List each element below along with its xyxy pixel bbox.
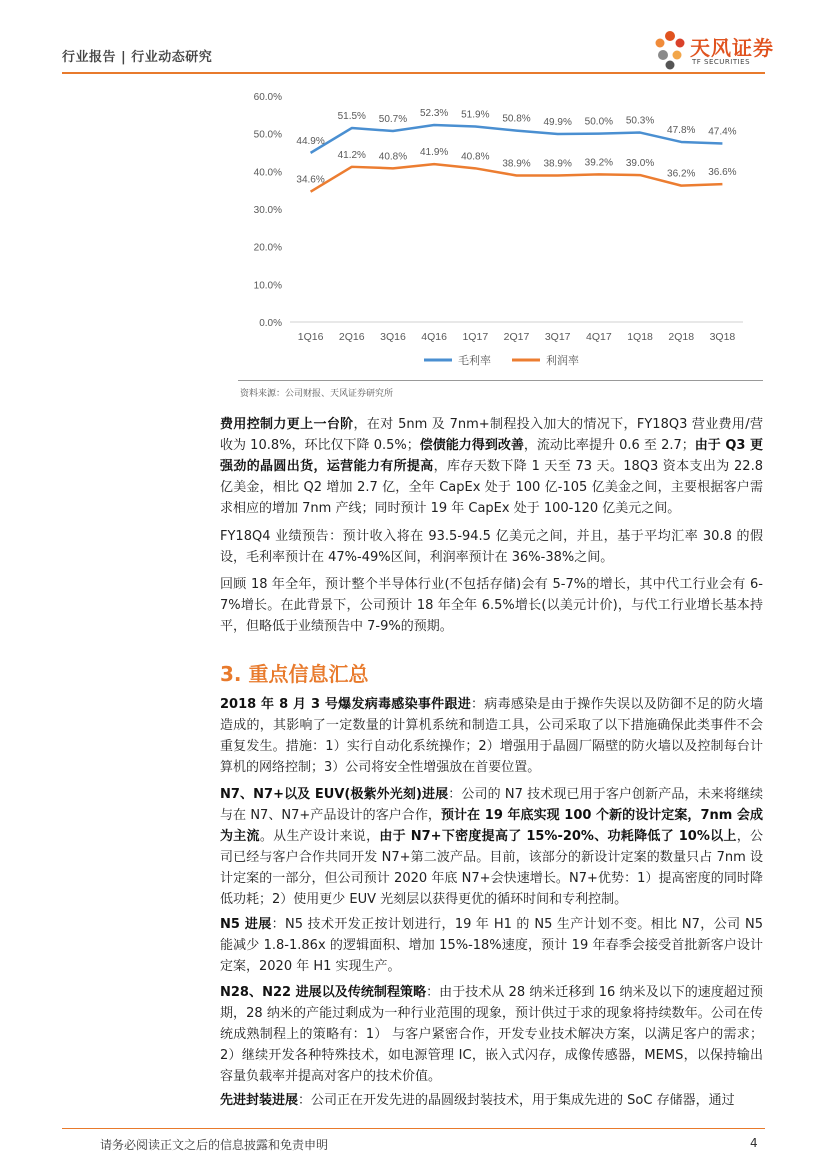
legend-label: 毛利率 — [458, 354, 491, 367]
company-logo — [650, 28, 780, 76]
section-title: 3. 重点信息汇总 — [220, 662, 369, 686]
bold-text: 由于 Q3 更强劲的晶圆出货，运营能力有所提高 — [220, 438, 763, 474]
x-tick-label: 3Q18 — [709, 331, 736, 343]
margin-line-chart — [238, 80, 763, 376]
paragraph-n5-progress — [220, 914, 763, 977]
footer-disclaimer: 请务必阅读正文之后的信息披露和免责申明 — [100, 1138, 329, 1152]
bold-text: 偿债能力得到改善 — [419, 438, 524, 453]
page-number: 4 — [750, 1136, 758, 1150]
x-tick-label: 3Q16 — [380, 331, 406, 343]
body-text: ：病毒感染是由于操作失误以及防御不足的防火墙造成的，其影响了一定数量的计算机系统和制造工具，公司采取了以下措施确保此类事件不会重复发生。措施：1）实行自动化系统操作；2）增强用于晶圆厂隔壁的防火墙以及控制每台计算机的网络控制；3）公司将安全性增强放在首要位置。 — [220, 697, 763, 775]
data-label: 51.5% — [337, 111, 366, 123]
logo-flower-icon — [650, 28, 690, 72]
x-tick-label: 1Q17 — [462, 331, 489, 343]
data-label: 39.0% — [625, 158, 655, 170]
x-tick-label: 2Q17 — [503, 331, 530, 343]
legend-label: 利润率 — [546, 354, 579, 367]
paragraph-q4-guidance: FY18Q4 业绩预告：预计收入将在 93.5-94.5 亿美元之间，并且，基于平均汇率 30.8 的假设，毛利率预计在 47%-49%区间，利润率预计在 36%-38%之间。 — [220, 529, 763, 565]
data-label: 49.9% — [543, 117, 572, 129]
y-tick-label: 0.0% — [259, 318, 282, 329]
x-tick-label: 1Q16 — [297, 331, 324, 343]
body-text: ：由于技术从 28 纳米迁移到 16 纳米及以下的速度超过预期，28 纳米的产能过剩成为一种行业范围的现象，预计供过于求的现象将持续数年。公司在传统成熟制程上的策略有：1） 与客户紧密合作，开发专业技术解决方案，以满足客户的需求；2）继续开发各种特殊技术，如电源管理 IC，嵌入式闪存，成像传感器，MEMS，以保持输出容量负载率并提高对客户的技术价值。 — [220, 985, 763, 1084]
series-line-gross-margin — [311, 125, 723, 153]
logo-subtitle: TF SECURITIES — [692, 58, 751, 66]
data-label: 41.2% — [337, 149, 366, 161]
body-text: ，流动比率提升 0.6 至 2.7； — [523, 438, 695, 453]
data-label: 47.8% — [667, 124, 696, 136]
data-label: 44.9% — [296, 135, 325, 147]
report-category: 行业报告 | 行业动态研究 — [62, 50, 213, 65]
body-text: ：公司正在开发先进的晶圆级封装技术，用于集成先进的 SoC 存储器，通过 — [298, 1093, 735, 1108]
logo-name: 天风证券 — [690, 36, 774, 60]
data-label: 38.9% — [502, 158, 531, 170]
data-label: 40.8% — [378, 151, 408, 163]
paragraph-n28-strategy — [220, 982, 763, 1087]
body-text: 。从生产设计来说， — [259, 829, 380, 844]
x-tick-label: 2Q16 — [338, 331, 365, 343]
paragraph-packaging — [220, 1090, 763, 1111]
body-text: ，库存天数下降 1 天至 73 天。18Q3 资本支出为 22.8 亿美金，相比 Q2 增加 2.7 亿，全年 CapEx 处于 100 亿-105 亿美金之间，主要根据客户需求相应的增加 7nm 产线；同时预计 19 年 CapEx 处于 100-120 亿美元之间。 — [220, 459, 763, 516]
data-label: 40.8% — [461, 151, 490, 163]
body-text: ：公司的 N7 技术现已用于客户创新产品，未来将继续与在 N7、N7+产品设计的客户合作， — [220, 787, 763, 823]
bold-text: 预计在 19 年底实现 100 个新的设计定案，7nm 会成为主流 — [220, 808, 763, 844]
data-label: 34.6% — [296, 174, 325, 186]
y-tick-label: 40.0% — [253, 167, 282, 179]
data-label: 52.3% — [419, 108, 449, 120]
footer-divider — [62, 1128, 765, 1129]
body-text: ，在对 5nm 及 7nm+制程投入加大的情况下，FY18Q3 营业费用/营收为 10.8%，环比仅下降 0.5%； — [220, 417, 763, 453]
bold-text: 由于 N7+下密度提高了 15%-20%、功耗降低了 10%以上 — [379, 829, 737, 844]
bold-text: 费用控制力更上一台阶 — [220, 417, 354, 432]
x-tick-label: 1Q18 — [627, 331, 653, 343]
data-label: 51.9% — [461, 109, 490, 121]
x-tick-label: 2Q18 — [668, 331, 695, 343]
y-tick-label: 30.0% — [253, 205, 282, 216]
data-label: 41.9% — [419, 147, 449, 159]
chart-source: 资料来源：公司财报、天风证券研究所 — [240, 389, 394, 399]
bold-text: 2018 年 8 月 3 号爆发病毒感染事件跟进 — [220, 697, 472, 712]
body-text: ，公司已经与客户合作共同开发 N7+第二波产品。目前，该部分的新设计定案的数量只占 7nm 设计定案的一部分，但公司预计 2020 年底 N7+会快速增长。N7+优势：1）提高密度的同时降低功耗；2）使用更少 EUV 光刻层以获得更优的循环时间和专利控制。 — [220, 829, 763, 907]
data-label: 38.9% — [543, 158, 572, 170]
paragraph-full-year: 回顾 18 年全年，预计整个半导体行业(不包括存储)会有 5-7%的增长，其中代工行业会有 6-7%增长。在此背景下，公司预计 18 年全年 6.5%增长(以美元计价)，与代工行业增长基本持平，但略低于业绩预告中 7-9%的预期。 — [220, 577, 763, 634]
data-label: 36.2% — [667, 168, 696, 180]
data-label: 50.7% — [378, 114, 408, 126]
data-label: 36.6% — [708, 167, 737, 179]
source-divider — [238, 380, 763, 381]
data-label: 50.3% — [625, 115, 655, 127]
paragraph-virus-event — [220, 694, 763, 778]
bold-text: 先进封装进展 — [220, 1093, 299, 1108]
y-tick-label: 60.0% — [253, 92, 282, 103]
data-label: 47.4% — [708, 126, 737, 138]
y-tick-label: 20.0% — [253, 242, 282, 254]
paragraph-cost-control — [220, 414, 763, 519]
data-label: 50.0% — [584, 116, 614, 128]
data-label: 50.8% — [502, 113, 531, 125]
paragraph-n7-progress — [220, 784, 763, 910]
y-tick-label: 10.0% — [253, 280, 282, 292]
x-tick-label: 4Q17 — [586, 331, 612, 343]
bold-text: N7、N7+以及 EUV(极紫外光刻)进展 — [220, 787, 449, 802]
bold-text: N5 进展 — [220, 917, 272, 932]
header-divider — [62, 72, 765, 74]
y-tick-label: 50.0% — [253, 129, 282, 141]
bold-text: N28、N22 进展以及传统制程策略 — [220, 985, 427, 1000]
x-tick-label: 3Q17 — [544, 331, 571, 343]
x-tick-label: 4Q16 — [421, 331, 447, 343]
body-text: ：N5 技术开发正按计划进行，19 年 H1 的 N5 生产计划不变。相比 N7，公司 N5 能减少 1.8-1.86x 的逻辑面积、增加 15%-18%速度，预计 19 年春季会接受首批新客户设计定案，2020 年 H1 实现生产。 — [220, 917, 763, 974]
data-label: 39.2% — [584, 157, 614, 169]
